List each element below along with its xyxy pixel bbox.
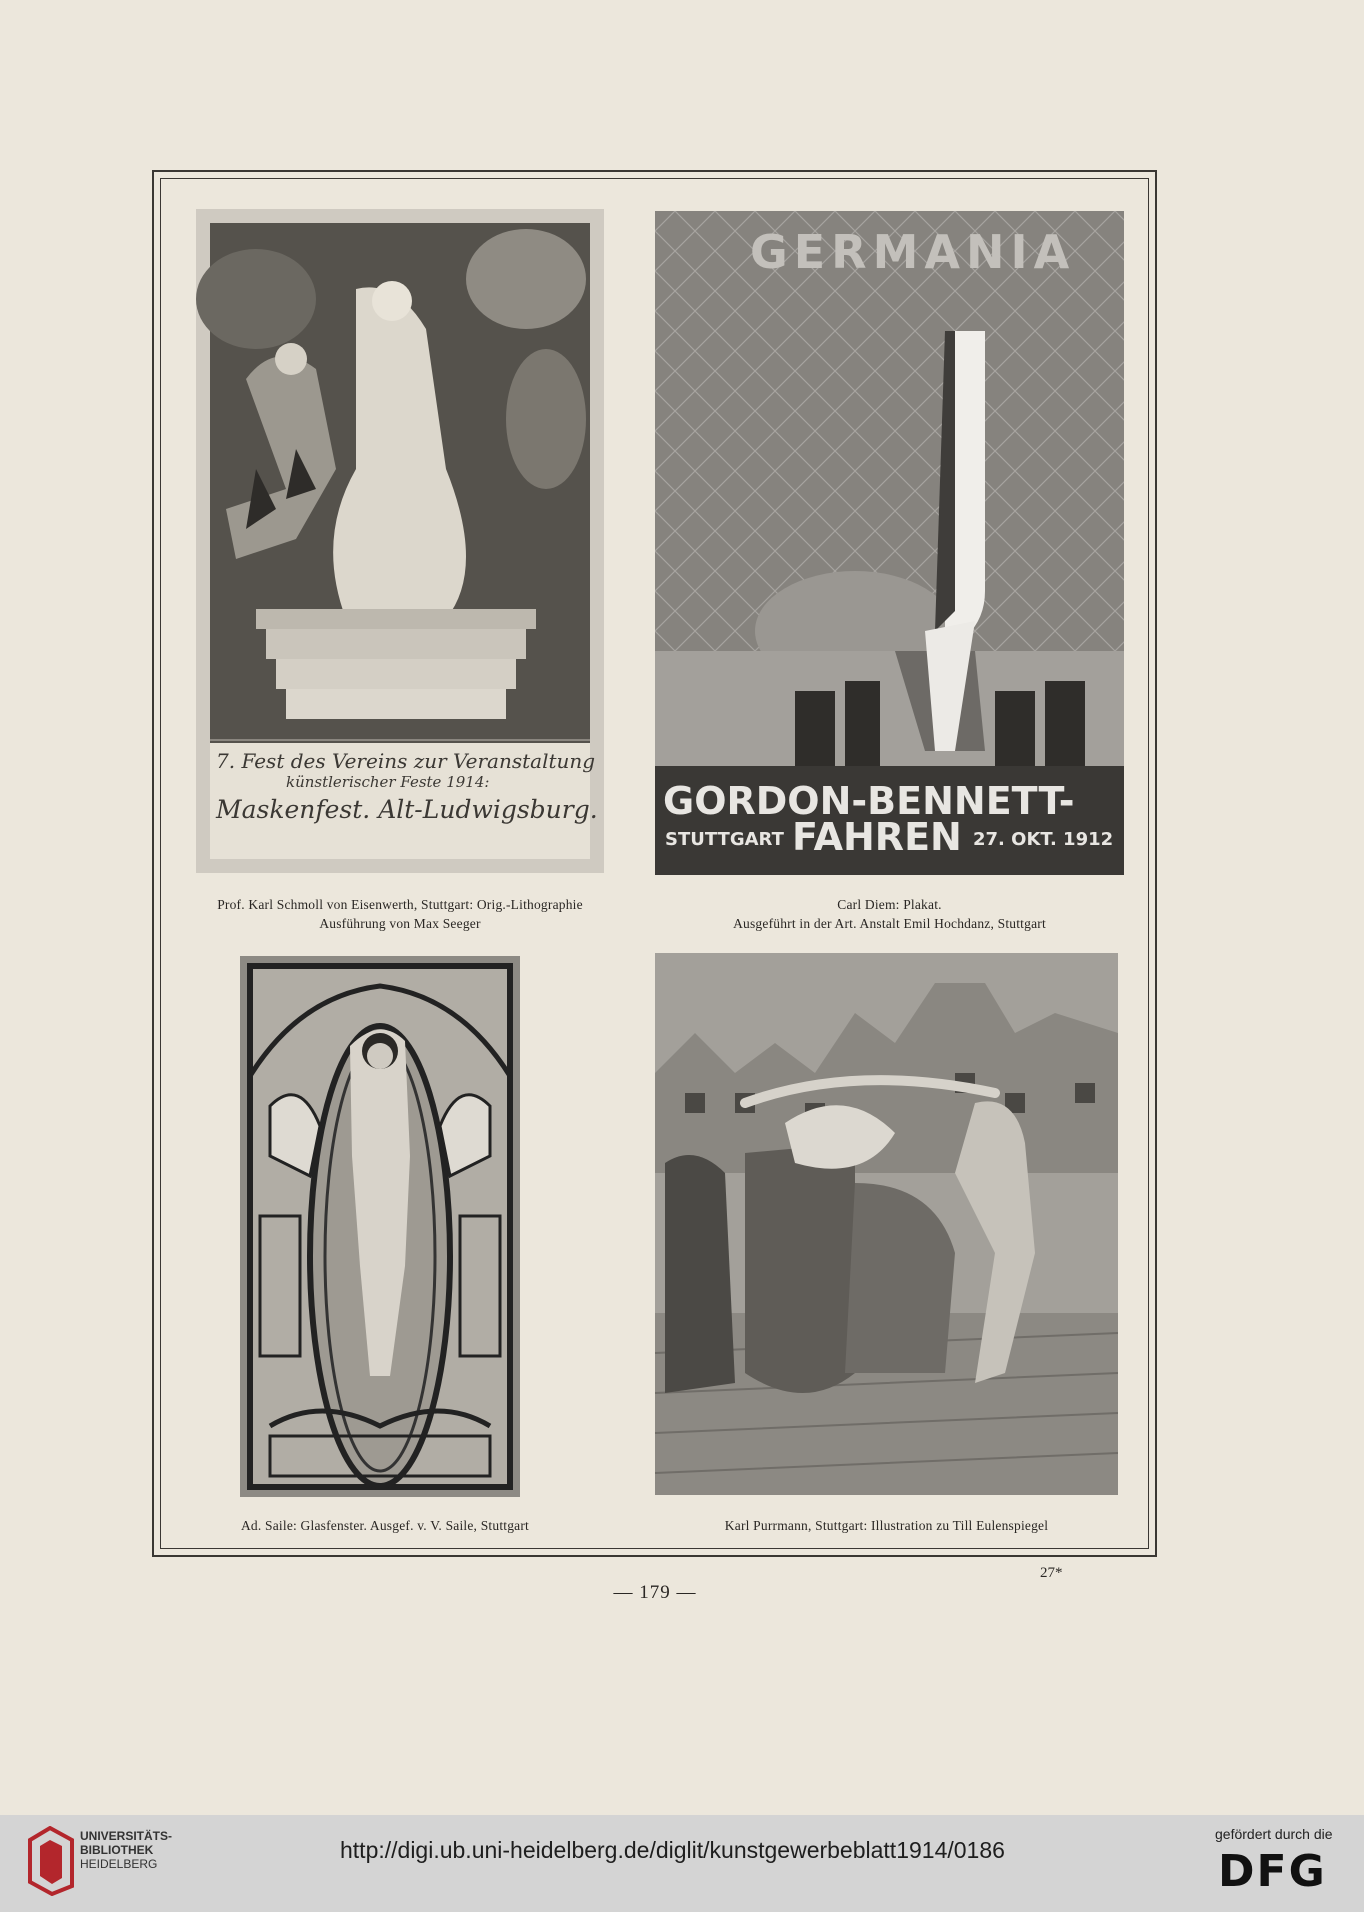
sheet-signature: 27*	[1040, 1565, 1063, 1581]
glasfenster-illustration	[240, 956, 520, 1497]
ub-heidelberg-logo-icon	[28, 1826, 74, 1896]
caption-line: Ad. Saile: Glasfenster. Ausgef. v. V. Saile, Stuttgart	[240, 1518, 530, 1533]
poster-title-gordon-bennett: GORDON-BENNETT-	[663, 779, 1075, 823]
caption-line: Carl Diem: Plakat.	[837, 897, 942, 912]
eulenspiegel-illustration	[655, 953, 1118, 1495]
caption-lithograph	[160, 895, 640, 933]
poster-line-2: künstlerischer Feste 1914:	[286, 773, 490, 791]
caption-line: Ausführung von Max Seeger	[319, 916, 481, 931]
ub-heidelberg-logo-text	[80, 1829, 172, 1871]
plate-till-eulenspiegel	[655, 953, 1118, 1495]
poster-title-germania: GERMANIA	[750, 225, 1076, 279]
caption-line: Prof. Karl Schmoll von Eisenwerth, Stuttgart: Orig.-Lithographie	[217, 897, 583, 912]
logo-line: UNIVERSITÄTS-	[80, 1829, 173, 1843]
page-number: — 179 —	[613, 1582, 697, 1603]
poster-illustration	[655, 211, 1124, 875]
caption-line: Ausgeführt in der Art. Anstalt Emil Hochdanz, Stuttgart	[733, 916, 1046, 931]
plate-poster-gordon-bennett	[655, 211, 1124, 875]
caption-poster	[655, 895, 1124, 933]
caption-glasfenster	[160, 1516, 610, 1535]
dfg-logo: DFG	[1218, 1846, 1327, 1897]
poster-fahren: FAHREN	[792, 815, 962, 859]
plate-glasfenster	[240, 956, 520, 1497]
poster-line-3: Maskenfest. Alt-Ludwigsburg.	[216, 795, 598, 824]
permalink-url[interactable]: http://digi.ub.uni-heidelberg.de/diglit/kunstgewerbeblatt1914/0186	[340, 1837, 1005, 1863]
poster-line-1: 7. Fest des Vereins zur Veranstaltung	[216, 749, 596, 773]
logo-line: HEIDELBERG	[80, 1857, 158, 1871]
caption-line: Karl Purrmann, Stuttgart: Illustration zu Till Eulenspiegel	[724, 1518, 1049, 1533]
caption-till-eulenspiegel	[655, 1516, 1118, 1535]
logo-line: BIBLIOTHEK	[80, 1843, 154, 1857]
plate-lithograph-maskenfest	[196, 209, 604, 873]
funded-by-label: gefördert durch die	[1215, 1826, 1333, 1842]
poster-date: 27. OKT. 1912	[973, 829, 1114, 850]
poster-city: STUTTGART	[665, 829, 784, 850]
